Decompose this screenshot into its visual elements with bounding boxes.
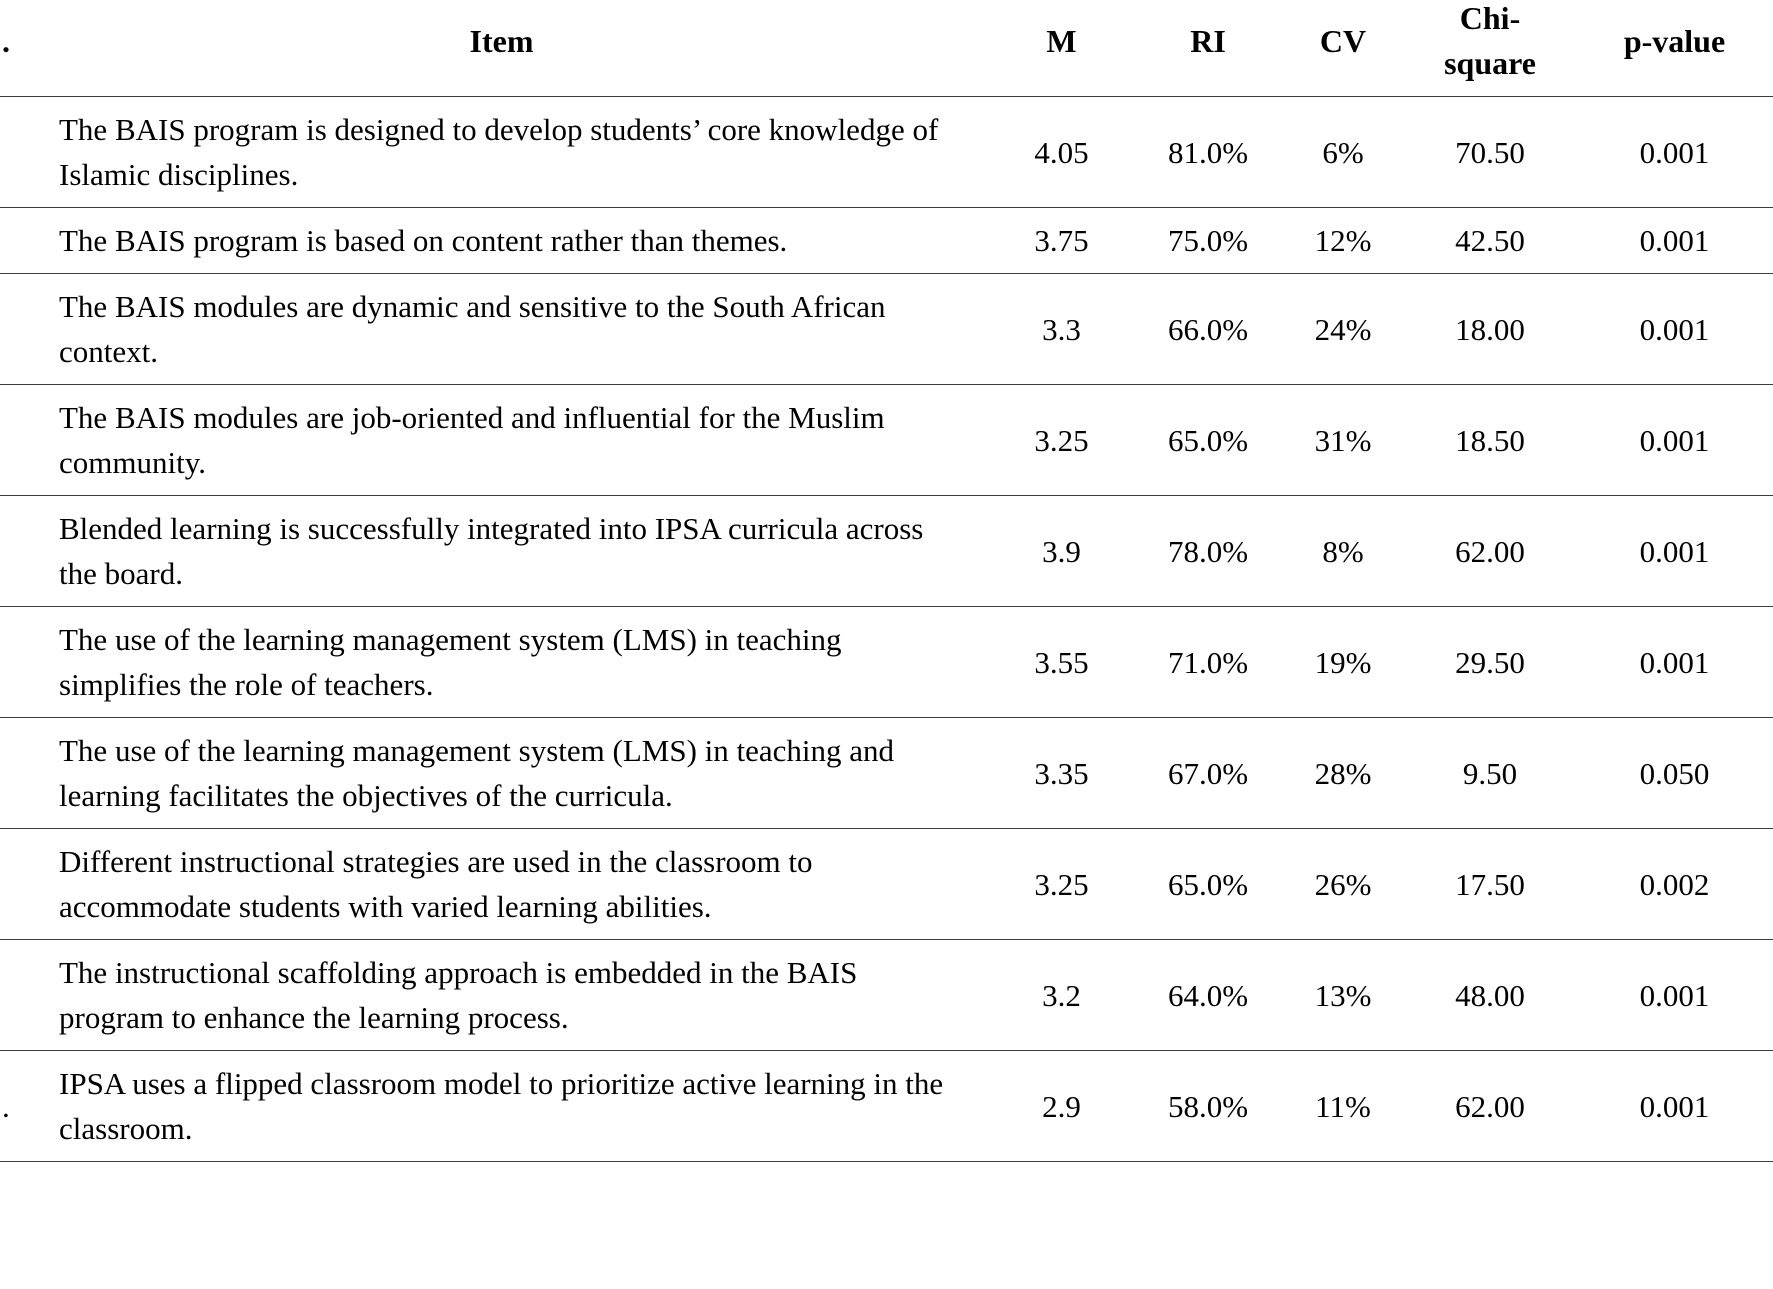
p-value-cell: 0.001 — [1576, 385, 1773, 496]
chi-square-cell: 48.00 — [1404, 940, 1576, 1051]
cv-cell: 28% — [1282, 718, 1404, 829]
p-value-cell: 0.001 — [1576, 607, 1773, 718]
m-cell: 4.05 — [989, 97, 1134, 208]
chi-square-cell: 62.00 — [1404, 496, 1576, 607]
item-cell: The BAIS program is based on content rather than themes. — [14, 208, 989, 274]
no-cell — [0, 208, 14, 274]
m-cell: 3.25 — [989, 829, 1134, 940]
m-cell: 2.9 — [989, 1051, 1134, 1162]
item-cell: The BAIS modules are job-oriented and influential for the Muslim community. — [14, 385, 989, 496]
p-value-cell: 0.002 — [1576, 829, 1773, 940]
no-cell — [0, 829, 14, 940]
chi-square-cell: 18.00 — [1404, 274, 1576, 385]
header-item: Item — [14, 0, 989, 97]
cv-cell: 8% — [1282, 496, 1404, 607]
table-row — [0, 940, 1773, 1051]
ri-cell: 58.0% — [1134, 1051, 1282, 1162]
ri-cell: 66.0% — [1134, 274, 1282, 385]
table-header — [0, 0, 1773, 97]
header-m: M — [989, 0, 1134, 97]
ri-cell: 64.0% — [1134, 940, 1282, 1051]
header-cv: CV — [1282, 0, 1404, 97]
item-cell: Blended learning is successfully integrated into IPSA curricula across the board. — [14, 496, 989, 607]
m-cell: 3.25 — [989, 385, 1134, 496]
no-cell: . — [0, 1051, 14, 1162]
chi-square-cell: 62.00 — [1404, 1051, 1576, 1162]
no-cell — [0, 385, 14, 496]
table-body — [0, 97, 1773, 1162]
cv-cell: 13% — [1282, 940, 1404, 1051]
m-cell: 3.75 — [989, 208, 1134, 274]
cv-cell: 19% — [1282, 607, 1404, 718]
cv-cell: 31% — [1282, 385, 1404, 496]
m-cell: 3.55 — [989, 607, 1134, 718]
ri-cell: 78.0% — [1134, 496, 1282, 607]
chi-square-cell: 29.50 — [1404, 607, 1576, 718]
ri-cell: 71.0% — [1134, 607, 1282, 718]
chi-square-line2: square — [1444, 45, 1536, 81]
chi-square-cell: 70.50 — [1404, 97, 1576, 208]
table-row — [0, 97, 1773, 208]
table-row — [0, 274, 1773, 385]
m-cell: 3.35 — [989, 718, 1134, 829]
item-cell: The BAIS program is designed to develop students’ core knowledge of Islamic disciplines. — [14, 97, 989, 208]
ri-cell: 67.0% — [1134, 718, 1282, 829]
cv-cell: 24% — [1282, 274, 1404, 385]
no-cell — [0, 274, 14, 385]
item-cell: Different instructional strategies are used in the classroom to accommodate students with varied learning abilities. — [14, 829, 989, 940]
table-row — [0, 607, 1773, 718]
header-chi-square — [1404, 0, 1576, 97]
table-row — [0, 496, 1773, 607]
table-row — [0, 208, 1773, 274]
p-value-cell: 0.001 — [1576, 274, 1773, 385]
no-cell — [0, 718, 14, 829]
cv-cell: 6% — [1282, 97, 1404, 208]
ri-cell: 81.0% — [1134, 97, 1282, 208]
ri-cell: 75.0% — [1134, 208, 1282, 274]
header-row — [0, 0, 1773, 97]
header-ri: RI — [1134, 0, 1282, 97]
item-cell: The instructional scaffolding approach is embedded in the BAIS program to enhance the learning process. — [14, 940, 989, 1051]
cv-cell: 26% — [1282, 829, 1404, 940]
chi-square-line1: Chi- — [1459, 0, 1521, 36]
chi-square-cell: 17.50 — [1404, 829, 1576, 940]
chi-square-cell: 9.50 — [1404, 718, 1576, 829]
no-cell — [0, 940, 14, 1051]
table-row — [0, 829, 1773, 940]
ri-cell: 65.0% — [1134, 829, 1282, 940]
header-no: . — [0, 0, 14, 97]
p-value-cell: 0.001 — [1576, 97, 1773, 208]
item-cell: The BAIS modules are dynamic and sensitive to the South African context. — [14, 274, 989, 385]
p-value-cell: 0.001 — [1576, 496, 1773, 607]
table-row — [0, 718, 1773, 829]
cv-cell: 12% — [1282, 208, 1404, 274]
p-value-cell: 0.050 — [1576, 718, 1773, 829]
m-cell: 3.2 — [989, 940, 1134, 1051]
item-cell: The use of the learning management system (LMS) in teaching simplifies the role of teachers. — [14, 607, 989, 718]
table-row — [0, 1051, 1773, 1162]
table-row — [0, 385, 1773, 496]
p-value-cell: 0.001 — [1576, 1051, 1773, 1162]
p-value-cell: 0.001 — [1576, 940, 1773, 1051]
chi-square-cell: 18.50 — [1404, 385, 1576, 496]
no-cell — [0, 496, 14, 607]
m-cell: 3.9 — [989, 496, 1134, 607]
no-cell — [0, 607, 14, 718]
item-cell: The use of the learning management system (LMS) in teaching and learning facilitates the objectives of the curricula. — [14, 718, 989, 829]
m-cell: 3.3 — [989, 274, 1134, 385]
p-value-cell: 0.001 — [1576, 208, 1773, 274]
cv-cell: 11% — [1282, 1051, 1404, 1162]
header-p-value: p-value — [1576, 0, 1773, 97]
ri-cell: 65.0% — [1134, 385, 1282, 496]
item-cell: IPSA uses a flipped classroom model to prioritize active learning in the classroom. — [14, 1051, 989, 1162]
no-cell — [0, 97, 14, 208]
chi-square-cell: 42.50 — [1404, 208, 1576, 274]
